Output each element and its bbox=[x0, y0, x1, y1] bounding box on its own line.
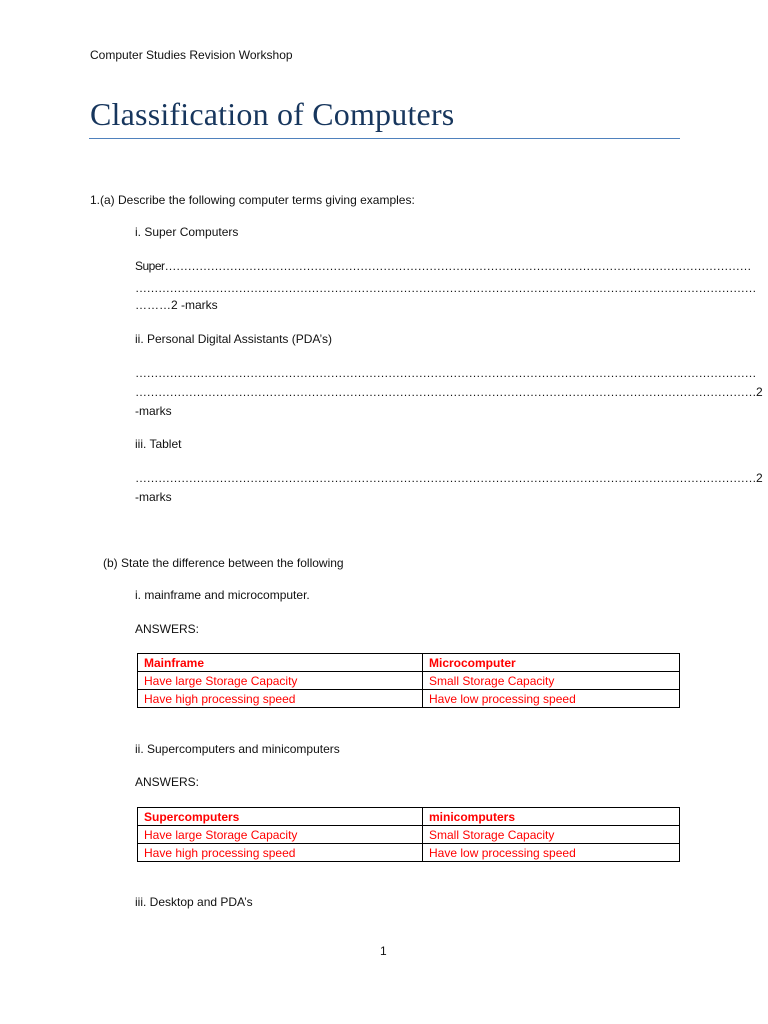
q1b-ii-label: ii. Supercomputers and minicomputers bbox=[135, 742, 340, 756]
q1a-iii-answer-line-1: ………………………………………………………………………………………………………………………………………………2 bbox=[135, 471, 763, 485]
question-1b-prompt: (b) State the difference between the following bbox=[103, 556, 344, 570]
table-header-cell: Mainframe bbox=[138, 654, 423, 672]
table-header-row bbox=[138, 654, 680, 672]
answer-table-supercomputers-minicomputers bbox=[137, 807, 680, 862]
table-header-cell: Microcomputer bbox=[423, 654, 680, 672]
q1a-ii-marks: -marks bbox=[135, 404, 172, 418]
q1a-ii-label: ii. Personal Digital Assistants (PDA’s) bbox=[135, 332, 332, 346]
page-number: 1 bbox=[380, 944, 387, 958]
q1b-ii-answers-heading: ANSWERS: bbox=[135, 775, 200, 789]
table-cell: Small Storage Capacity bbox=[423, 672, 680, 690]
table-header-cell: minicomputers bbox=[423, 808, 680, 826]
table-header-row bbox=[138, 808, 680, 826]
table-header-cell: Supercomputers bbox=[138, 808, 423, 826]
title-underline bbox=[89, 138, 680, 139]
q1b-i-label: i. mainframe and microcomputer. bbox=[135, 588, 310, 602]
table-cell: Have high processing speed bbox=[138, 844, 423, 862]
table-row bbox=[138, 826, 680, 844]
table-cell: Small Storage Capacity bbox=[423, 826, 680, 844]
q1a-i-answer-line-2: ……………………………………………………………………………………………………………………………………………… bbox=[135, 281, 756, 295]
table-cell: Have low processing speed bbox=[423, 690, 680, 708]
table-cell: Have large Storage Capacity bbox=[138, 672, 423, 690]
table-cell: Have low processing speed bbox=[423, 844, 680, 862]
running-header: Computer Studies Revision Workshop bbox=[90, 48, 293, 62]
table-row bbox=[138, 844, 680, 862]
table-cell: Have large Storage Capacity bbox=[138, 826, 423, 844]
answer-table-mainframe-microcomputer bbox=[137, 653, 680, 708]
q1a-i-answer-line-1: Super……………………………………………………………………………………………………………………………………… bbox=[135, 259, 752, 273]
q1b-i-answers-heading: ANSWERS: bbox=[135, 622, 200, 636]
question-1a-prompt: 1.(a) Describe the following computer terms giving examples: bbox=[90, 193, 415, 207]
q1a-i-label: i. Super Computers bbox=[135, 225, 239, 239]
page-title: Classification of Computers bbox=[90, 96, 455, 132]
q1a-iii-label: iii. Tablet bbox=[135, 437, 182, 451]
q1a-i-marks: ………2 -marks bbox=[135, 298, 218, 312]
q1b-iii-label: iii. Desktop and PDA’s bbox=[135, 895, 253, 909]
q1a-ii-answer-line-1: ……………………………………………………………………………………………………………………………………………… bbox=[135, 366, 756, 380]
q1a-ii-answer-line-2: ………………………………………………………………………………………………………………………………………………2 bbox=[135, 385, 763, 399]
table-row bbox=[138, 690, 680, 708]
table-cell: Have high processing speed bbox=[138, 690, 423, 708]
q1a-iii-marks: -marks bbox=[135, 490, 172, 504]
table-row bbox=[138, 672, 680, 690]
